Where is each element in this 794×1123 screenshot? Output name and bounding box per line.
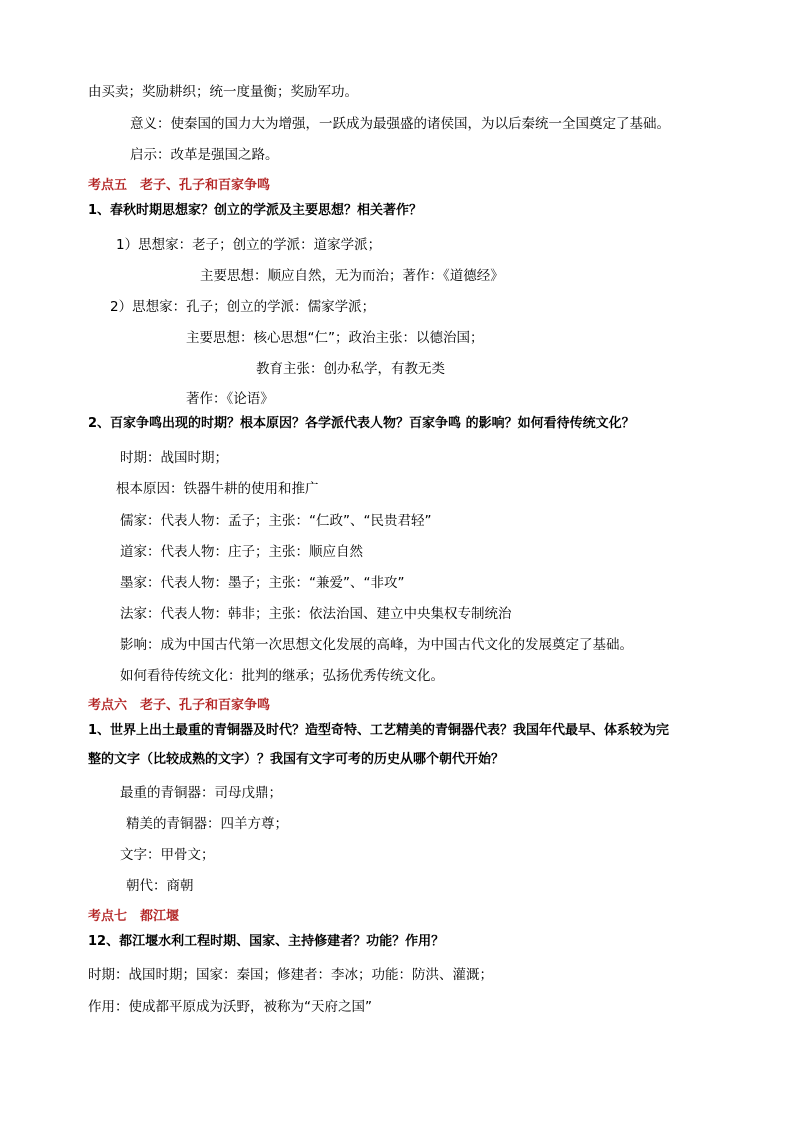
answer-heaviest-bronze: 最重的青铜器：司母戊鼎； [120, 785, 282, 801]
answer-root-cause: 根本原因：铁器牛耕的使用和推广 [116, 481, 319, 497]
answer-period: 时期：战国时期； [120, 450, 228, 466]
question-6-1-line1: 1、世界上出土最重的青铜器及时代？造型奇特、工艺精美的青铜器代表？我国年代最早、体系较为完 [88, 723, 670, 738]
question-7-12: 12、都江堰水利工程时期、国家、主持修建者？功能？作用？ [88, 934, 445, 949]
answer-dujiangyan-effect: 作用：使成都平原成为沃野，被称为“天府之国” [88, 999, 372, 1015]
answer-confucius-work: 著作：《论语》 [186, 391, 274, 407]
question-5-2: 2、百家争鸣出现的时期？根本原因？各学派代表人物？百家争鸣 的影响？如何看待传统文化？ [88, 416, 635, 431]
answer-confucius-education: 教育主张：创办私学，有教无类 [256, 361, 445, 377]
answer-script: 文字：甲骨文； [120, 847, 215, 863]
answer-confucius-thought: 主要思想：核心思想“仁”；政治主张：以德治国； [186, 330, 484, 346]
section-heading-7: 考点七 都江堰 [88, 909, 180, 924]
paragraph-reform-significance: 意义：使秦国的国力大为增强，一跃成为最强盛的诸侯国，为以后秦统一全国奠定了基础。 [130, 116, 670, 132]
answer-exquisite-bronze: 精美的青铜器：四羊方尊； [126, 816, 288, 832]
answer-laozi-thought: 主要思想：顺应自然，无为而治；著作：《道德经》 [200, 268, 504, 284]
answer-traditional-culture: 如何看待传统文化：批判的继承；弘扬优秀传统文化。 [120, 668, 444, 684]
paragraph-reform-measures-end: 由买卖；奖励耕织；统一度量衡；奖励军功。 [88, 84, 358, 100]
answer-confucius-school: 2）思想家：孔子；创立的学派：儒家学派； [110, 299, 376, 315]
question-6-1-line2: 整的文字（比较成熟的文字）？我国有文字可考的历史从哪个朝代开始？ [88, 752, 505, 767]
answer-laozi-school: 1）思想家：老子；创立的学派：道家学派； [116, 237, 382, 253]
answer-dynasty: 朝代：商朝 [126, 878, 194, 894]
section-heading-6: 考点六 老子、孔子和百家争鸣 [88, 698, 271, 713]
question-5-1: 1、春秋时期思想家？创立的学派及主要思想？相关著作？ [88, 203, 423, 218]
answer-confucianism: 儒家：代表人物：孟子；主张：“仁政”、“民贵君轻” [120, 513, 432, 529]
answer-taoism: 道家：代表人物：庄子；主张：顺应自然 [120, 544, 363, 560]
answer-mohism: 墨家：代表人物：墨子；主张：“兼爱”、“非攻” [120, 575, 405, 591]
section-heading-5: 考点五 老子、孔子和百家争鸣 [88, 178, 271, 193]
answer-influence: 影响：成为中国古代第一次思想文化发展的高峰，为中国古代文化的发展奠定了基础。 [120, 637, 633, 653]
answer-dujiangyan-facts: 时期：战国时期；国家：秦国；修建者：李冰；功能：防洪、灌溉； [88, 967, 493, 983]
answer-legalism: 法家：代表人物：韩非；主张：依法治国、建立中央集权专制统治 [120, 606, 512, 622]
paragraph-reform-lesson: 启示：改革是强国之路。 [130, 147, 279, 163]
